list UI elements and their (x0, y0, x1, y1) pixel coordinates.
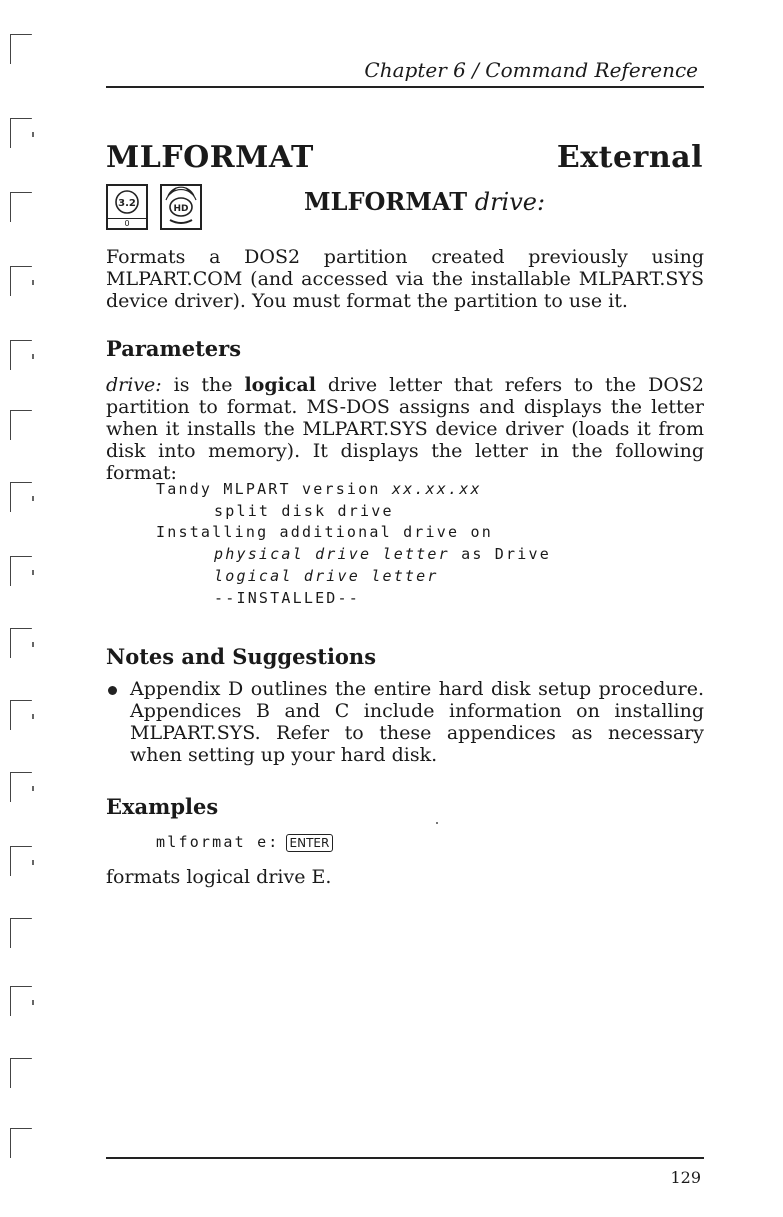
parameter-text: drive letter that refers to the DOS2 partition to format. MS-DOS assigns and displays the letter when it installs the MLPART.SYS device driver (loads it from disk into memory). It displays the letter in the following format: (106, 374, 705, 484)
chapter-title: Chapter 6 / Command Reference (364, 58, 698, 82)
syntax-command: MLFORMAT (304, 187, 468, 216)
format-text: as Drive (449, 545, 551, 563)
margin-mark (10, 1058, 38, 1092)
format-line (156, 480, 482, 498)
version-badge-icon (106, 184, 148, 230)
format-line (214, 567, 439, 585)
margin-mark (10, 918, 38, 952)
syntax-argument: drive: (474, 188, 546, 216)
parameters-heading: Parameters (106, 336, 242, 361)
examples-heading: Examples (106, 794, 219, 819)
parameter-drive-description (106, 374, 704, 484)
format-line: --INSTALLED-- (214, 589, 360, 607)
command-type: External (556, 140, 703, 175)
margin-mark (10, 700, 38, 734)
margin-mark (10, 556, 38, 590)
notes-heading: Notes and Suggestions (106, 644, 377, 669)
bullet-icon (108, 686, 117, 695)
example-result: formats logical drive E. (106, 866, 332, 888)
note-text: Appendix D outlines the entire hard disk setup procedure. Appendices B and C include information on installing MLPART.SYS. Refer to these appendices as necessary when setting up your hard disk. (130, 678, 704, 766)
margin-mark (10, 340, 38, 374)
enter-key: ENTER (286, 834, 334, 852)
margin-mark (10, 266, 38, 300)
parameter-text: is the (161, 374, 245, 396)
margin-mark (10, 772, 38, 806)
version-badge-label: 3.2 (118, 198, 136, 209)
command-description: Formats a DOS2 partition created previously using MLPART.COM (and accessed via the installable MLPART.SYS device driver). You must format the partition to use it. (106, 246, 704, 312)
format-placeholder: logical drive letter (214, 567, 439, 585)
example-command-text: mlformat e: (156, 833, 280, 851)
page-number: 129 (670, 1168, 701, 1187)
margin-mark (10, 482, 38, 516)
parameter-emphasis: logical (244, 374, 316, 396)
hard-disk-icon (160, 184, 202, 230)
format-line (214, 545, 551, 563)
format-placeholder: physical drive letter (214, 545, 450, 563)
speck (436, 822, 438, 824)
example-command (156, 833, 333, 852)
parameter-term: drive: (106, 374, 162, 396)
hard-disk-label: HD (173, 204, 189, 214)
command-title: MLFORMAT (106, 140, 314, 175)
margin-mark (10, 34, 38, 68)
margin-mark (10, 628, 38, 662)
margin-mark (10, 118, 38, 152)
format-line: Installing additional drive on (156, 523, 493, 541)
margin-mark (10, 1128, 38, 1162)
list-item (106, 678, 704, 766)
margin-mark (10, 986, 38, 1020)
footer-rule (106, 1157, 704, 1159)
format-version: xx.xx.xx (391, 480, 482, 498)
running-header (106, 56, 704, 88)
margin-mark (10, 192, 38, 226)
margin-mark (10, 846, 38, 880)
format-line: split disk drive (214, 502, 394, 520)
command-syntax (304, 187, 545, 216)
version-badge-foot: 0 (108, 218, 146, 228)
format-text: Tandy MLPART version (156, 480, 392, 498)
margin-mark (10, 410, 38, 444)
